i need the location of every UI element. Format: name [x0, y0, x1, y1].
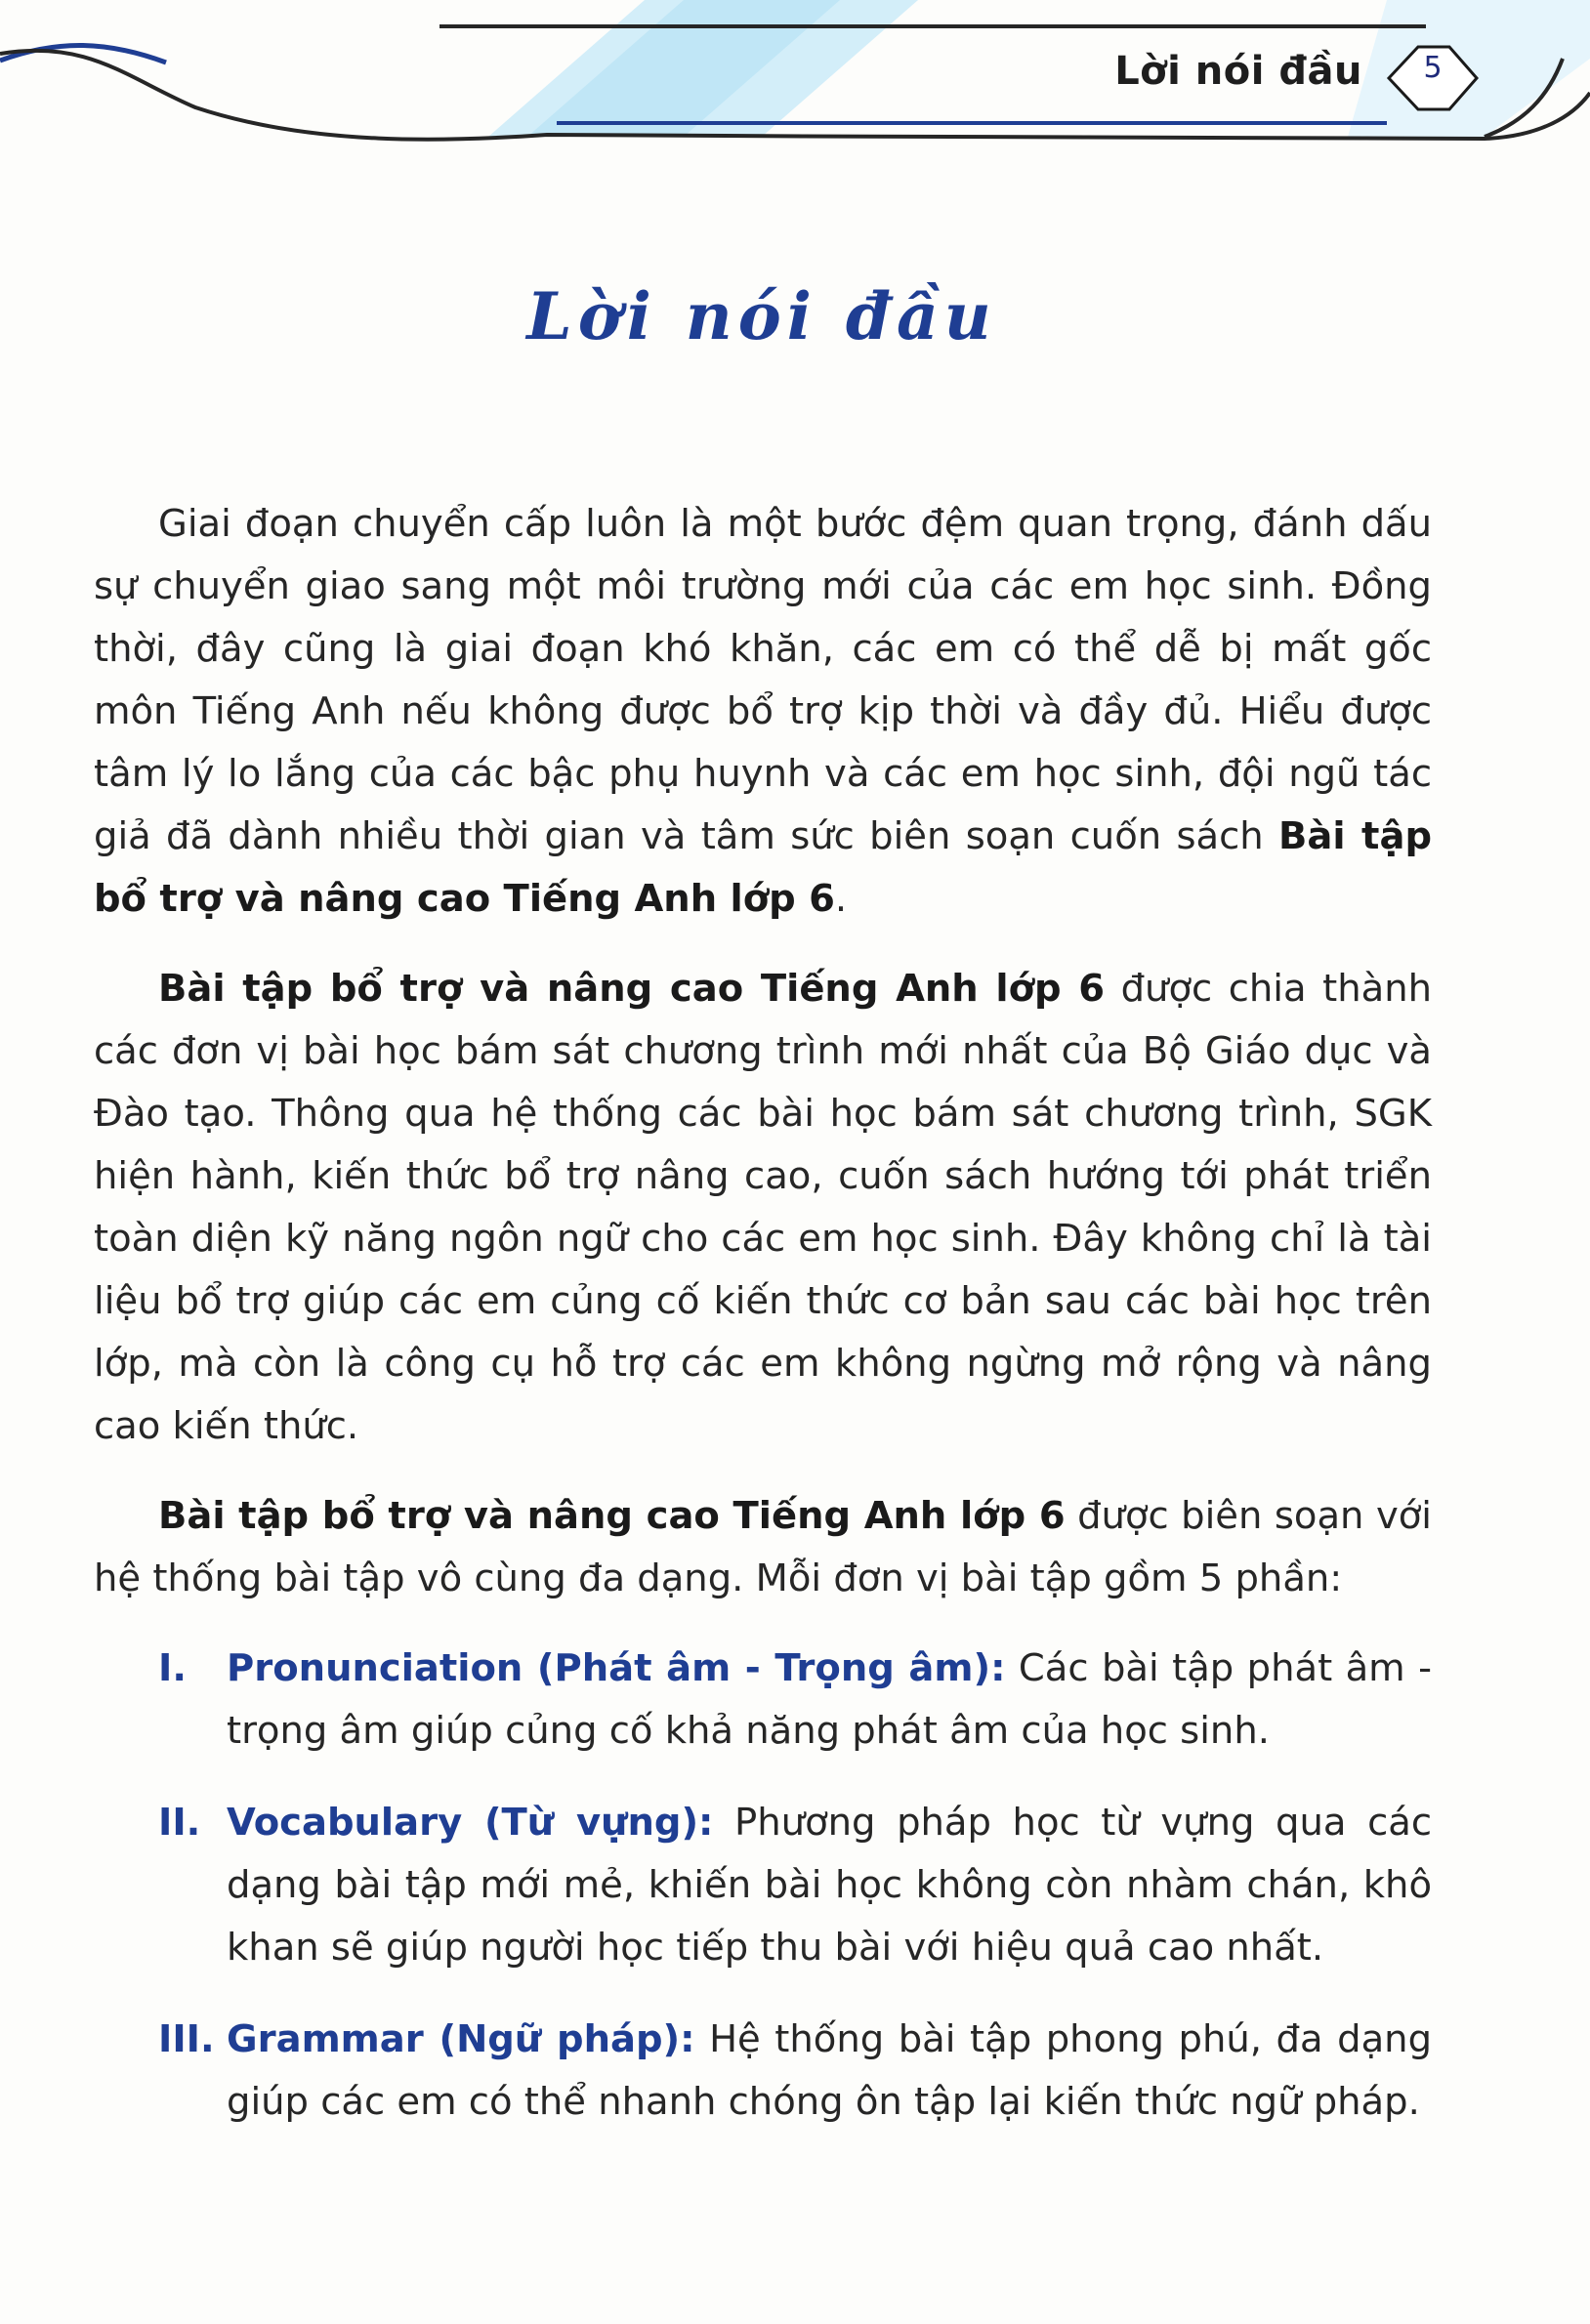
body-content	[94, 493, 1432, 2163]
page-title: Lời nói đầu	[526, 278, 997, 354]
list-item	[94, 1792, 1432, 1979]
paragraph-1-text: Giai đoạn chuyển cấp luôn là một bước đệm quan trọng, đánh dấu sự chuyển giao sang một môi trường mới của các em học sinh. Đồng thời, đây cũng là giai đoạn khó khăn, các em có thể dễ bị mất gốc môn Tiếng Anh nếu không được bổ trợ kịp thời và đầy đủ. Hiểu được tâm lý lo lắng của các bậc phụ huynh và các em học sinh, đội ngũ tác giả đã dành nhiều thời gian và tâm sức biên soạn cuốn sách	[94, 502, 1432, 858]
list-item-heading: Pronunciation (Phát âm - Trọng âm):	[227, 1646, 1006, 1690]
list-item-text: Các bài tập phát âm - trọng âm giúp củng cố khả năng phát âm của học sinh.	[227, 1646, 1432, 1753]
list-item-heading: Vocabulary (Từ vựng):	[227, 1801, 714, 1845]
paragraph-2-text: được chia thành các đơn vị bài học bám sát chương trình mới nhất của Bộ Giáo dục và Đào tạo. Thông qua hệ thống các bài học bám sát chương trình, SGK hiện hành, kiến thức bổ trợ nâng cao, cuốn sách hướng tới phát triển toàn diện kỹ năng ngôn ngữ cho các em học sinh. Đây không chỉ là tài liệu bổ trợ giúp các em củng cố kiến thức cơ bản sau các bài học trên lớp, mà còn là công cụ hỗ trợ các em không ngừng mở rộng và nâng cao kiến thức.	[94, 967, 1432, 1448]
paragraph-1-book-title: Bài tập bổ trợ và nâng cao Tiếng Anh lớp 6	[94, 814, 1433, 921]
paragraph-1-end: .	[834, 877, 848, 921]
list-item-text: Hệ thống bài tập phong phú, đa dạng giúp các em có thể nhanh chóng ôn tập lại kiến thức ngữ pháp.	[227, 2017, 1433, 2124]
running-title: Lời nói đầu	[1114, 49, 1362, 94]
paragraph-3-text: được biên soạn với hệ thống bài tập vô cùng đa dạng. Mỗi đơn vị bài tập gồm 5 phần:	[94, 1494, 1432, 1600]
list-item-number: I.	[158, 1646, 187, 1690]
list-item	[94, 2009, 1432, 2134]
list-item-heading: Grammar (Ngữ pháp):	[227, 2017, 695, 2061]
paragraph-3	[94, 1485, 1432, 1610]
paragraph-2-book-title: Bài tập bổ trợ và nâng cao Tiếng Anh lớp 6	[158, 967, 1106, 1011]
list-item-number: III.	[158, 2017, 215, 2061]
paragraph-3-book-title: Bài tập bổ trợ và nâng cao Tiếng Anh lớp 6	[158, 1494, 1066, 1538]
paragraph-2	[94, 958, 1432, 1458]
paragraph-1	[94, 493, 1432, 931]
list-item-text: Phương pháp học từ vựng qua các dạng bài tập mới mẻ, khiến bài học không còn nhàm chán, khô khan sẽ giúp người học tiếp thu bài với hiệu quả cao nhất.	[227, 1801, 1432, 1970]
page-number: 5	[1423, 51, 1443, 85]
list-item-number: II.	[158, 1801, 201, 1845]
list-item	[94, 1638, 1432, 1763]
header-wave-top	[0, 45, 166, 62]
